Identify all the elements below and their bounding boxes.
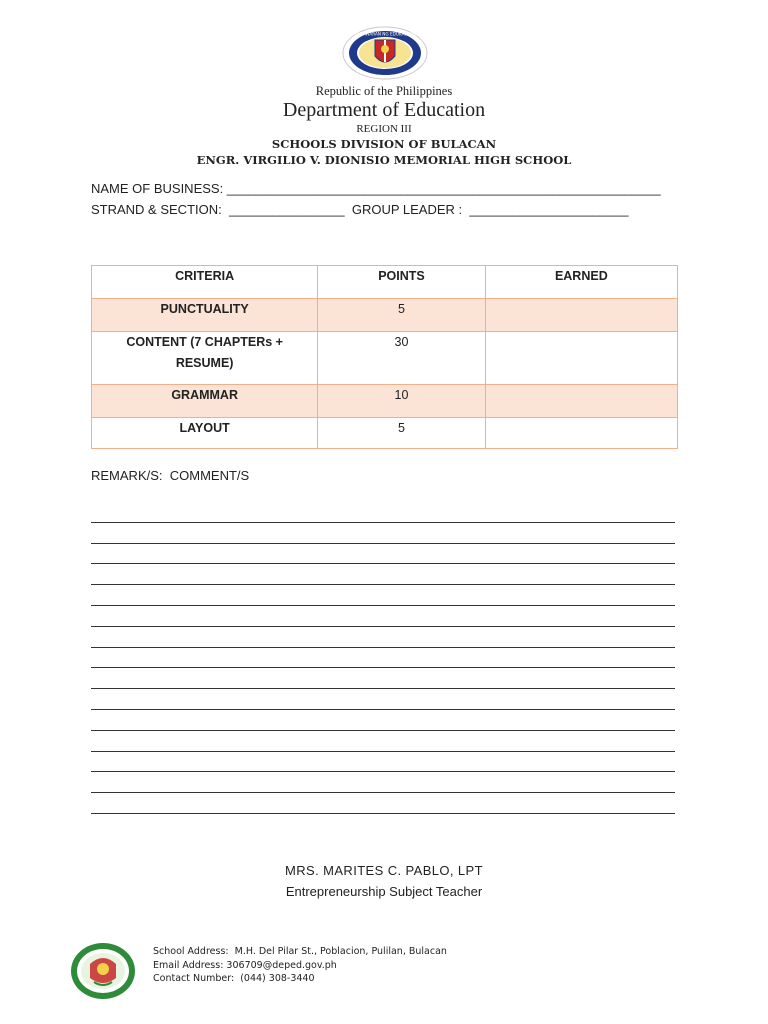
writing-line[interactable] xyxy=(91,793,675,814)
table-row xyxy=(92,332,678,385)
remarks-label: REMARK/S: COMMENT/S xyxy=(91,468,250,483)
points-cell: 5 xyxy=(318,299,485,332)
writing-line[interactable] xyxy=(91,648,675,669)
points-cell: 30 xyxy=(318,332,485,385)
footer-contact-block xyxy=(153,945,447,986)
table-header-row xyxy=(92,266,678,299)
writing-line[interactable] xyxy=(91,585,675,606)
earned-cell[interactable] xyxy=(485,332,677,385)
writing-line[interactable] xyxy=(91,668,675,689)
strand-section-field[interactable]: STRAND & SECTION: ________________ GROUP LEADER : ______________________ xyxy=(91,202,629,217)
writing-line[interactable] xyxy=(91,523,675,544)
teacher-name: MRS. MARITES C. PABLO, LPT xyxy=(285,863,483,878)
writing-line[interactable] xyxy=(91,502,675,523)
remarks-writing-area[interactable] xyxy=(91,502,675,814)
deped-seal-icon xyxy=(330,26,440,80)
criteria-cell: CONTENT (7 CHAPTERs + RESUME) xyxy=(92,332,318,385)
teacher-title: Entrepreneurship Subject Teacher xyxy=(285,884,483,899)
school-seal-icon xyxy=(70,942,136,1000)
points-cell: 10 xyxy=(318,385,485,418)
criteria-cell: LAYOUT xyxy=(92,418,318,449)
business-name-field[interactable]: NAME OF BUSINESS: ____________________________________________________________ xyxy=(91,181,661,196)
email-address[interactable]: Email Address: 306709@deped.gov.ph xyxy=(153,959,337,971)
writing-line[interactable] xyxy=(91,564,675,585)
header-points: POINTS xyxy=(318,266,485,299)
school-address: School Address: M.H. Del Pilar St., Poblacion, Pulilan, Bulacan xyxy=(153,946,447,957)
table-row xyxy=(92,418,678,449)
writing-line[interactable] xyxy=(91,731,675,752)
header-earned: EARNED xyxy=(485,266,677,299)
region-text: REGION III xyxy=(356,123,412,135)
points-cell: 5 xyxy=(318,418,485,449)
table-row xyxy=(92,385,678,418)
earned-cell[interactable] xyxy=(485,385,677,418)
writing-line[interactable] xyxy=(91,772,675,793)
writing-line[interactable] xyxy=(91,544,675,565)
table-row xyxy=(92,299,678,332)
earned-cell[interactable] xyxy=(485,418,677,449)
writing-line[interactable] xyxy=(91,689,675,710)
criteria-cell: PUNCTUALITY xyxy=(92,299,318,332)
writing-line[interactable] xyxy=(91,710,675,731)
writing-line[interactable] xyxy=(91,752,675,773)
rubric-table xyxy=(91,265,678,449)
school-name: ENGR. VIRGILIO V. DIONISIO MEMORIAL HIGH SCHOOL xyxy=(196,153,572,167)
department-title: Department of Education xyxy=(282,99,486,121)
division-text: SCHOOLS DIVISION OF BULACAN xyxy=(271,137,497,151)
criteria-cell: GRAMMAR xyxy=(92,385,318,418)
contact-number: Contact Number: (044) 308-3440 xyxy=(153,973,315,984)
header-criteria: CRITERIA xyxy=(92,266,318,299)
writing-line[interactable] xyxy=(91,627,675,648)
writing-line[interactable] xyxy=(91,606,675,627)
seal-text: KAGAWARAN NG EDUKASYON xyxy=(354,31,416,37)
earned-cell[interactable] xyxy=(485,299,677,332)
republic-text: Republic of the Philippines xyxy=(315,84,453,98)
